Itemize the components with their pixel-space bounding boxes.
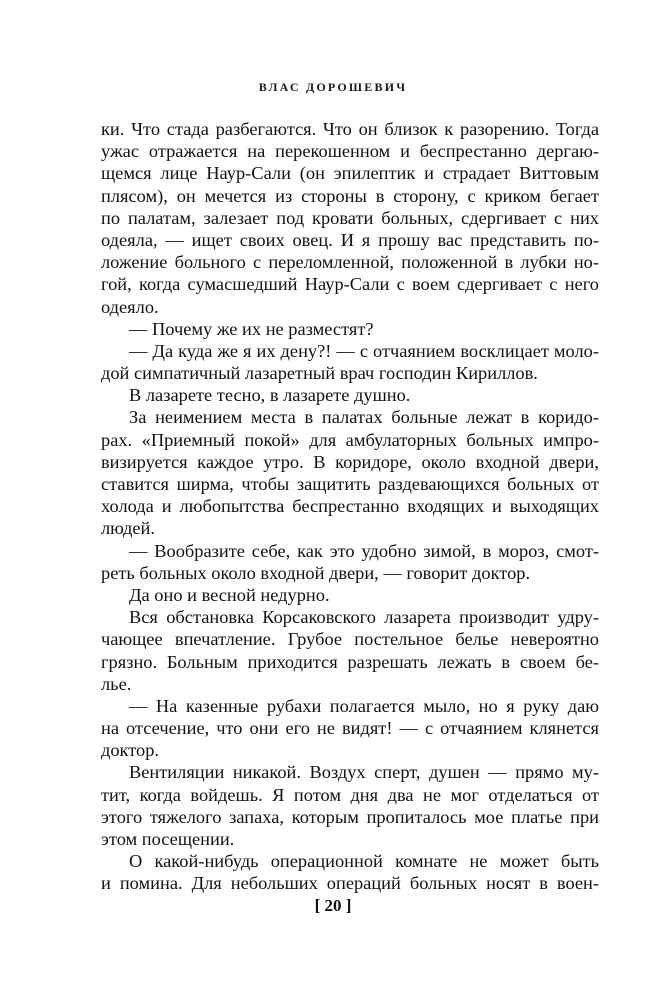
text-line: ставится ширма, чтобы защитить раздевающихся больных от xyxy=(101,474,599,494)
text-line: О какой-нибудь операционной комнате не может быть xyxy=(129,851,599,872)
text-line: — Почему же их не разместят? xyxy=(129,318,374,339)
text-line: ужас отражается на перекошенном и беспрестанно дергаю- xyxy=(101,141,599,162)
text-line: доктор. xyxy=(101,740,160,761)
text-line: одеяла, — ищет своих овец. И я прошу вас представить по- xyxy=(101,229,599,250)
text-line: — На казенные рубахи полагается мыло, но я руку даю xyxy=(129,695,599,716)
text-line: по палатам, залезает под кровати больных, сдергивает с них xyxy=(101,207,599,228)
text-line: тит, когда войдешь. Я потом дня два не мог отделаться от xyxy=(101,784,599,805)
text-line: на отсечение, что они его не видят! — с отчаянием клянется xyxy=(101,718,599,739)
text-line: — Да куда же я их дену?! — с отчаянием восклицает моло- xyxy=(129,340,599,361)
running-head: ВЛАС ДОРОШЕВИЧ xyxy=(258,80,408,94)
text-line: холода и любопытства беспрестанно входящих и выходящих xyxy=(101,496,599,517)
text-line: лье. xyxy=(101,673,132,694)
text-line: щемся лице Наур-Сали (он эпилептик и страдает Виттовым xyxy=(101,163,599,184)
text-line: плясом), он мечется из стороны в сторону, с криком бегает xyxy=(101,185,599,206)
text-line: визируется каждое утро. В коридоре, около входной двери, xyxy=(101,451,599,472)
text-line: реть больных около входной двери, — говорит доктор. xyxy=(101,562,531,583)
page-number: [ 20 ] xyxy=(314,896,352,915)
text-line: грязно. Больным приходится разрешать лежать в своем бе- xyxy=(101,651,599,672)
text-line: дой симпатичный лазаретный врач господин Кириллов. xyxy=(101,363,538,384)
text-line: ложение больного с переломленной, положенной в лубки но- xyxy=(101,252,599,273)
text-line: этого тяжелого запаха, которым пропиталось мое платье при xyxy=(101,806,599,827)
text-line: людей. xyxy=(101,518,155,539)
text-line: В лазарете тесно, в лазарете душно. xyxy=(129,385,411,406)
text-line: этом посещении. xyxy=(101,829,235,849)
text-line: одеяло. xyxy=(101,296,159,317)
text-line: — Вообразите себе, как это удобно зимой, в мороз, смот- xyxy=(129,540,599,561)
text-line: За неимением места в палатах больные лежат в коридо- xyxy=(129,407,599,428)
text-line: и помина. Для небольших операций больных носят в воен- xyxy=(101,873,599,894)
text-line: Вентиляции никакой. Воздух сперт, душен — прямо му- xyxy=(129,762,599,783)
body-text xyxy=(101,118,599,895)
text-line: Вся обстановка Корсаковского лазарета производит удру- xyxy=(129,607,599,628)
text-line: Да оно и весной недурно. xyxy=(129,584,330,605)
text-line: чающее впечатление. Грубое постельное белье невероятно xyxy=(101,629,599,650)
text-line: гой, когда сумасшедший Наур-Сали с воем сдергивает с него xyxy=(101,274,599,295)
text-line: ки. Что стада разбегаются. Что он близок к разорению. Тогда xyxy=(101,119,599,139)
text-line: рах. «Приемный покой» для амбулаторных больных импро- xyxy=(101,429,599,450)
